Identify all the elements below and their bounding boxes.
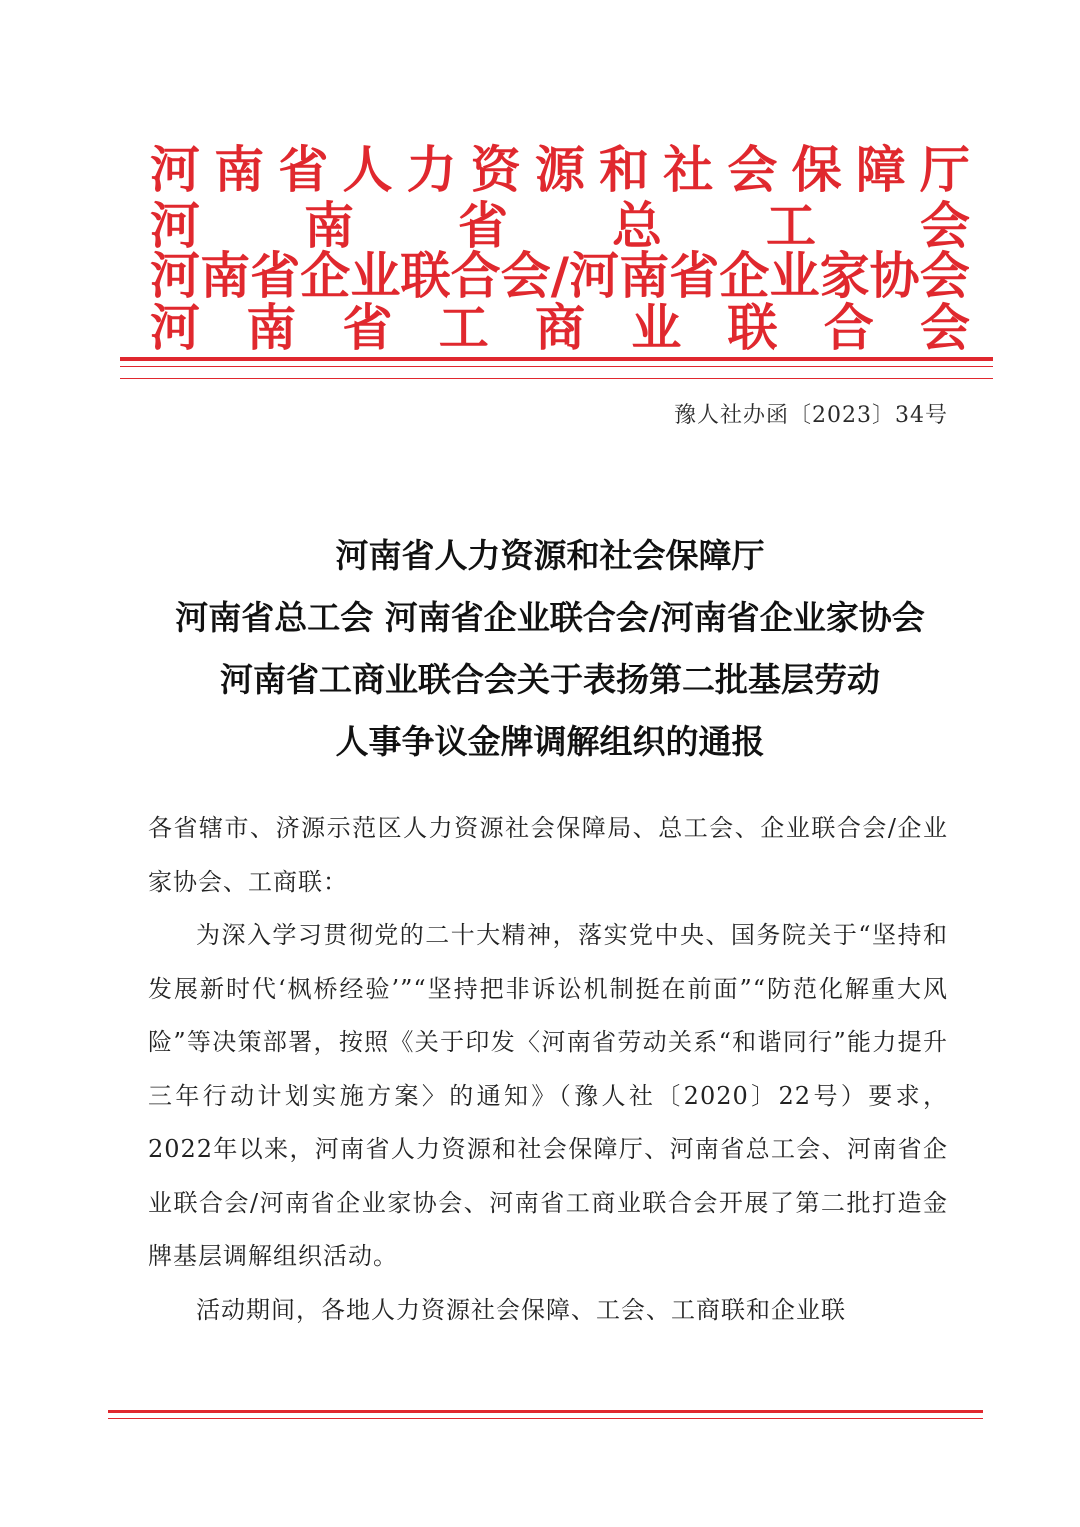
letterhead-divider-thin (120, 366, 993, 367)
letterhead-divider-thin-2 (120, 378, 993, 379)
title-line-1: 河南省人力资源和社会保障厅 (335, 536, 765, 575)
letterhead-char: 人 (342, 141, 393, 199)
document-title (100, 525, 1000, 773)
footer-divider-thin (108, 1418, 983, 1419)
letterhead-char: 协 (869, 247, 920, 305)
letterhead-divider-thick (120, 357, 993, 361)
letterhead-char: 南 (200, 247, 251, 305)
letterhead-char: 联 (727, 299, 778, 357)
letterhead-char: 省 (278, 141, 329, 199)
letterhead-char: 南 (619, 247, 670, 305)
letterhead-char: 总 (612, 197, 662, 255)
letterhead-char: 河 (150, 141, 200, 199)
letterhead-char: 力 (406, 141, 457, 199)
letterhead-char: 会 (920, 197, 970, 255)
letterhead-char: 合 (450, 247, 501, 305)
letterhead-char: 省 (250, 247, 301, 305)
letterhead-char: 家 (819, 247, 870, 305)
letterhead-char: 厅 (919, 141, 970, 199)
letterhead-char: 业 (631, 299, 682, 357)
letterhead-char: 源 (534, 141, 585, 199)
letterhead-char: 河 (569, 247, 620, 305)
title-line-4: 人事争议金牌调解组织的通报 (335, 722, 765, 761)
letterhead-char: 障 (855, 141, 906, 199)
letterhead-char: 企 (300, 247, 351, 305)
letterhead-char: 企 (719, 247, 770, 305)
letterhead-char: 省 (342, 299, 393, 357)
letterhead-char: 社 (663, 141, 714, 199)
letterhead-char: 资 (470, 141, 521, 199)
letterhead-char: 业 (350, 247, 401, 305)
letterhead-line-4 (150, 300, 970, 356)
letterhead-char: 南 (246, 299, 297, 357)
letterhead-char: 保 (791, 141, 842, 199)
title-line-3: 河南省工商业联合会关于表扬第二批基层劳动 (220, 660, 880, 699)
title-line-2: 河南省总工会 河南省企业联合会/河南省企业家协会 (175, 598, 925, 637)
letterhead-char: 业 (769, 247, 820, 305)
letterhead-char: 省 (458, 197, 508, 255)
letterhead-char: / (550, 247, 570, 305)
document-body (148, 802, 948, 1337)
letterhead-char: 和 (599, 141, 650, 199)
letterhead-line-1 (150, 142, 970, 198)
footer-divider-thick (108, 1410, 983, 1413)
letterhead-line-2 (150, 198, 970, 254)
letterhead-char: 河 (150, 247, 200, 305)
letterhead-char: 会 (919, 247, 970, 305)
letterhead-char: 商 (535, 299, 585, 357)
letterhead-char: 南 (304, 197, 354, 255)
letterhead-char: 会 (920, 299, 970, 357)
letterhead-char: 合 (823, 299, 874, 357)
letterhead-char: 南 (214, 141, 265, 199)
letterhead-char: 联 (400, 247, 451, 305)
letterhead-line-3 (150, 248, 970, 304)
body-paragraph-2: 活动期间，各地人力资源社会保障、工会、工商联和企业联 (196, 1295, 846, 1324)
letterhead-char: 工 (766, 197, 816, 255)
letterhead-char: 省 (669, 247, 720, 305)
document-number: 豫人社办函〔2023〕34号 (674, 403, 948, 428)
body-paragraph-1: 为深入学习贯彻党的二十大精神，落实党中央、国务院关于“坚持和发展新时代‘枫桥经验’”“坚持把非诉讼机制挺在前面”“防范化解重大风险”等决策部署，按照《关于印发〈河南省劳动关系“和谐同行”能力提升三年行动计划实施方案〉的通知》（豫人社〔2020〕22号）要求，2022年以来，河南省人力资源和社会保障厅、河南省总工会、河南省企业联合会/河南省企业家协会、河南省工商业联合会开展了第二批打造金牌基层调解组织活动。 (148, 921, 948, 1270)
letterhead-char: 会 (727, 141, 778, 199)
letterhead-char: 河 (150, 299, 200, 357)
letterhead-char: 河 (150, 197, 200, 255)
salutation: 各省辖市、济源示范区人力资源社会保障局、总工会、企业联合会/企业家协会、工商联： (148, 814, 948, 896)
letterhead-char: 工 (438, 299, 489, 357)
letterhead-char: 会 (500, 247, 551, 305)
